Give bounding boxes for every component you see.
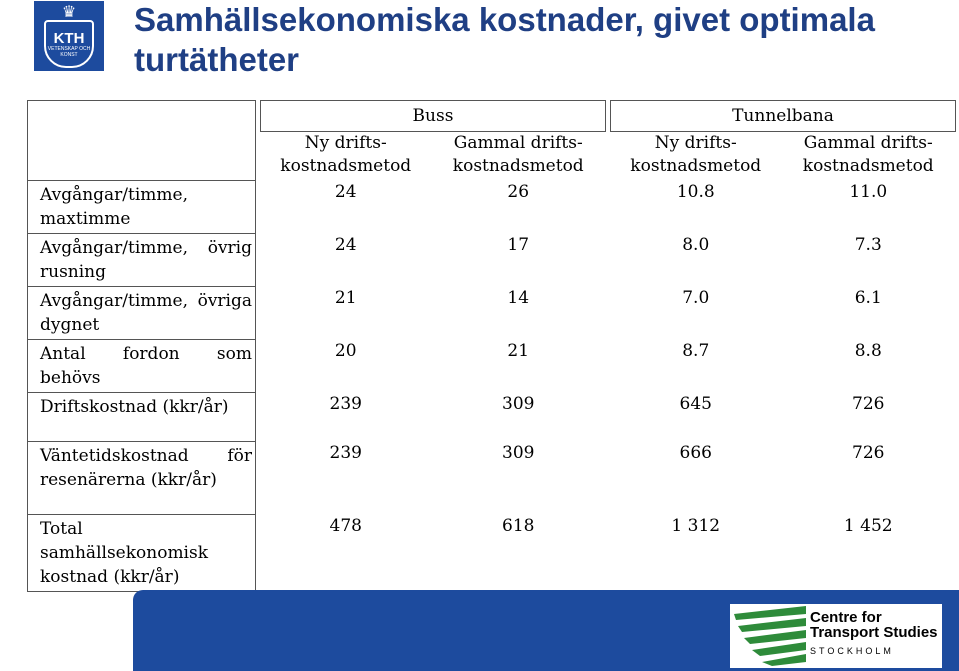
table-cell: 478 — [329, 516, 362, 536]
crown-icon: ♛ — [61, 2, 77, 21]
table-row — [28, 233, 956, 286]
cts-city: STOCKHOLM — [810, 646, 894, 656]
table-cell: 17 — [507, 235, 530, 255]
table-cell: 8.8 — [854, 341, 882, 361]
table-cell: 239 — [329, 394, 362, 414]
table-row — [28, 286, 956, 339]
table-cell: 7.0 — [682, 288, 710, 308]
subheader-buss-ny: Ny drifts-kostnadsmetod — [280, 133, 412, 176]
cts-stripes-icon — [734, 606, 806, 666]
cts-line2: Transport Studies — [810, 624, 938, 641]
subheader-tunnelbana-gammal: Gammal drifts-kostnadsmetod — [802, 133, 934, 176]
table-cell: 645 — [679, 394, 712, 414]
table-cell: 8.0 — [682, 235, 710, 255]
kth-logo-text: KTH — [53, 29, 85, 47]
subheader-tunnelbana-ny: Ny drifts-kostnadsmetod — [630, 133, 762, 176]
group-header-buss: Buss — [261, 101, 606, 132]
table-cell: 309 — [502, 394, 535, 414]
table-cell: 11.0 — [849, 182, 888, 202]
table-cell: 21 — [334, 288, 357, 308]
cts-name — [810, 610, 938, 640]
table-cell: 7.3 — [854, 235, 882, 255]
kth-logo-subtext: VETENSKAP OCH KONST — [47, 45, 91, 58]
table-cell: 309 — [502, 443, 535, 463]
page-title: Samhällsekonomiska kostnader, givet optimala turtätheter — [134, 1, 875, 78]
kth-logo — [34, 1, 104, 71]
subheader-buss-gammal: Gammal drifts-kostnadsmetod — [452, 133, 584, 176]
table-row — [28, 180, 956, 233]
row-label: Antal fordon som behövs — [28, 339, 256, 392]
table-cell: 24 — [334, 182, 357, 202]
table-cell: 26 — [507, 182, 530, 202]
table-cell: 726 — [852, 443, 885, 463]
table-row — [28, 339, 956, 392]
cts-line1: Centre for — [810, 609, 882, 626]
table-cell: 21 — [507, 341, 530, 361]
table-row — [28, 441, 956, 514]
kth-shield — [44, 20, 94, 68]
table-cell: 1 452 — [843, 516, 893, 536]
table-cell: 239 — [329, 443, 362, 463]
table-cell: 20 — [334, 341, 357, 361]
table-row — [28, 514, 956, 591]
row-label: Avgångar/timme, maxtimme — [28, 180, 256, 233]
table-cell: 1 312 — [671, 516, 721, 536]
table-cell: 10.8 — [676, 182, 715, 202]
row-label: Väntetidskostnad för resenärerna (kkr/år) — [28, 441, 256, 514]
row-label: Avgångar/timme, övriga dygnet — [28, 286, 256, 339]
cost-table — [27, 100, 956, 592]
row-label: Avgångar/timme, övrig rusning — [28, 233, 256, 286]
table-cell: 24 — [334, 235, 357, 255]
row-label: Total samhällsekonomisk kostnad (kkr/år) — [28, 514, 256, 591]
table-cell: 8.7 — [682, 341, 710, 361]
table-cell: 14 — [507, 288, 530, 308]
table-cell: 726 — [852, 394, 885, 414]
table-corner-cell — [28, 101, 256, 181]
row-label: Driftskostnad (kkr/år) — [28, 392, 256, 441]
table-cell: 6.1 — [854, 288, 882, 308]
cts-logo — [730, 604, 942, 668]
table-cell: 666 — [679, 443, 712, 463]
table-row — [28, 392, 956, 441]
group-header-tunnelbana: Tunnelbana — [611, 101, 956, 132]
table-body — [28, 180, 956, 591]
table-cell: 618 — [502, 516, 535, 536]
